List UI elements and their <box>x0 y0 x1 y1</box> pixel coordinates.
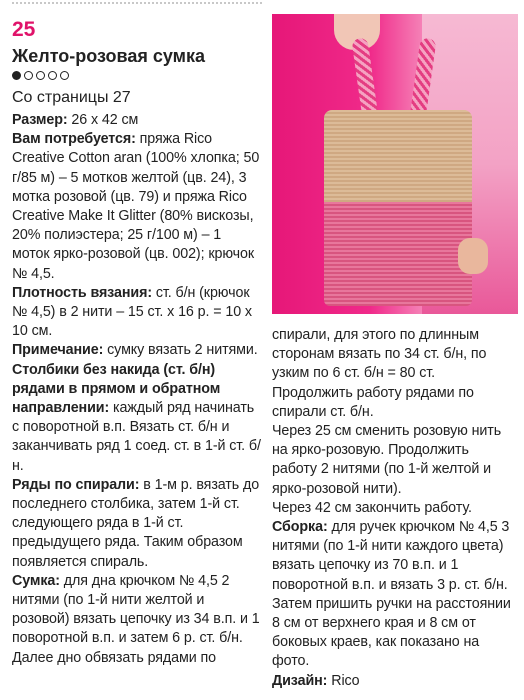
difficulty-dot-empty-icon <box>24 71 33 80</box>
top-divider <box>12 2 262 4</box>
difficulty-dot-empty-icon <box>36 71 45 80</box>
assembly-paragraph: Сборка: для ручек крючком № 4,5 3 нитями (по 1-й нити каждого цвета) вязать цепочку из 70 в.п. и 1 поворотной в.п. и вязать 3 р. ст. б/н. <box>272 519 510 593</box>
bag-yellow-part <box>324 110 472 202</box>
instructions-left-column <box>12 111 262 668</box>
design-paragraph: Дизайн: Rico <box>272 672 360 689</box>
size-paragraph: Размер: 26 х 42 см <box>12 112 139 128</box>
bag-color-change-paragraph: Через 25 см сменить розовую нить на ярко-розовую. Продолжить работу 2 нитями (по 1-й желтой и ярко-розовой нити). <box>272 423 502 497</box>
spiral-label: Ряды по спирали: <box>12 476 140 493</box>
bag-photo <box>272 14 518 314</box>
spiral-paragraph: Ряды по спирали: в 1-м р. вязать до последнего столбика, затем 1-й ст. следующего ряда в 1-й ст. предыдущего ряда. Таким образом появляется спираль. <box>12 476 260 570</box>
difficulty-dot-empty-icon <box>48 71 57 80</box>
sc-rows-label: Столбики без накида (ст. б/н) рядами в прямом и обратном направлении: <box>12 361 221 417</box>
sc-rows-paragraph: Столбики без накида (ст. б/н) рядами в прямом и обратном направлении: каждый ряд начинать с поворотной в.п. Вязать ст. б/н и заканчивать ряд 1 соед. ст. в 1-й ст. б/н. <box>12 361 261 474</box>
bag-spiral-paragraph: спирали, для этого по длинным сторонам вязать по 34 ст. б/н, по узким по 6 ст. б/н = 80 ст. Продолжить работу рядами по спирали ст. б/н. <box>272 327 487 420</box>
bag-pink-part <box>324 202 472 306</box>
page-reference: Со страницы 27 <box>12 89 131 106</box>
note-paragraph: Примечание: сумку вязать 2 нитями. <box>12 342 258 359</box>
difficulty-dot-filled-icon <box>12 71 21 80</box>
pattern-number: 25 <box>12 18 36 41</box>
gauge-paragraph: Плотность вязания: ст. б/н (крючок № 4,5) в 2 нити – 15 ст. х 16 р. = 10 х 10 см. <box>12 284 252 340</box>
bag-paragraph: Сумка: для дна крючком № 4,5 2 нитями (по 1-й нити желтой и розовой) вязать цепочку из 34 в.п. и 1 поворотной в.п. и затем 6 р. ст. б/н. <box>12 572 260 647</box>
difficulty-rating <box>12 71 69 80</box>
bag-continue-paragraph: Далее дно обвязать рядами по <box>12 649 216 666</box>
size-label: Размер: <box>12 112 68 128</box>
design-label: Дизайн: <box>272 672 328 689</box>
pattern-title: Желто-розовая сумка <box>12 46 205 66</box>
materials-label: Вам потребуется: <box>12 131 136 148</box>
difficulty-dot-empty-icon <box>60 71 69 80</box>
bag-finish-paragraph: Через 42 см закончить работу. <box>272 499 472 516</box>
assembly-label: Сборка: <box>272 519 328 536</box>
assembly-sew-paragraph: Затем пришить ручки на расстоянии 8 см от верхнего края и 8 см от боковых краев, как показано на фото. <box>272 595 511 670</box>
model-hand <box>458 238 488 274</box>
materials-paragraph: Вам потребуется: пряжа Rico Creative Cotton aran (100% хлопка; 50 г/85 м) – 5 мотков желтой (цв. 24), 3 мотка розовой (цв. 79) и пряжа Rico Creative Make It Glitter (80% вискозы, 20% полиэстера; 25 г/100 м) – 1 моток ярко-розовой (цв. 002); крючок № 4,5. <box>12 131 260 282</box>
gauge-label: Плотность вязания: <box>12 284 152 301</box>
instructions-right-column <box>272 326 517 691</box>
bag-label: Сумка: <box>12 572 60 589</box>
note-label: Примечание: <box>12 342 104 359</box>
